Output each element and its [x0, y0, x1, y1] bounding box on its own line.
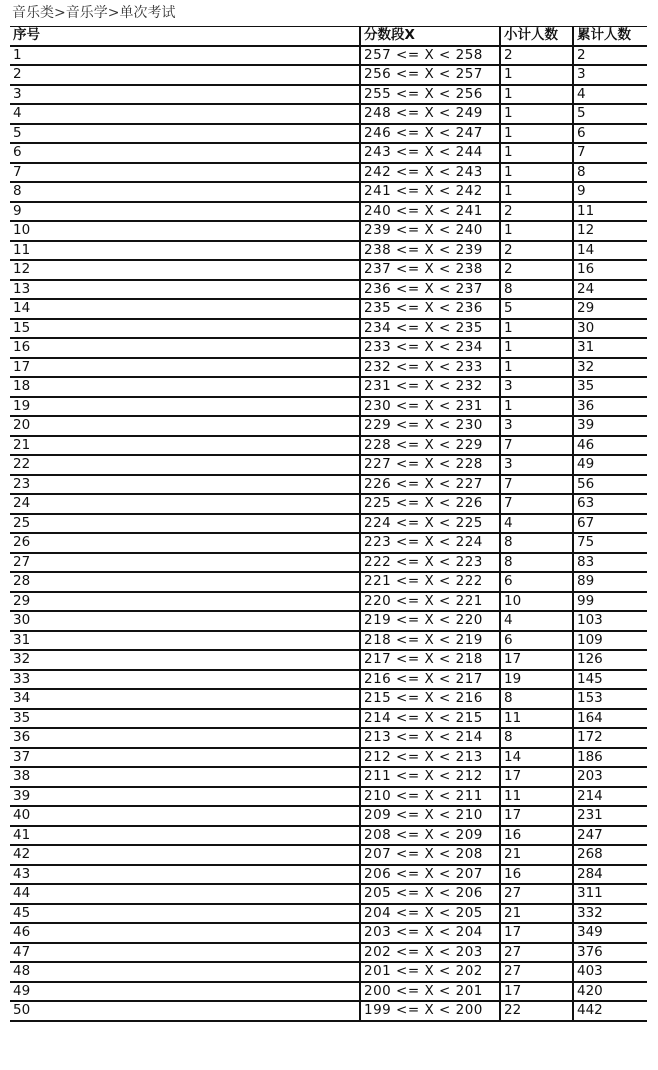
cell-score-range: 236 <= X < 237 [360, 280, 500, 300]
cell-cumulative: 8 [573, 163, 647, 183]
cell-seq: 24 [10, 494, 360, 514]
cell-seq: 14 [10, 299, 360, 319]
cell-seq: 13 [10, 280, 360, 300]
cell-score-range: 209 <= X < 210 [360, 806, 500, 826]
cell-cumulative: 284 [573, 865, 647, 885]
cell-subtotal: 16 [500, 826, 573, 846]
table-row [10, 904, 647, 924]
cell-seq: 20 [10, 416, 360, 436]
cell-subtotal: 14 [500, 748, 573, 768]
cell-seq: 30 [10, 611, 360, 631]
cell-seq: 43 [10, 865, 360, 885]
cell-cumulative: 5 [573, 104, 647, 124]
cell-subtotal: 1 [500, 358, 573, 378]
cell-score-range: 235 <= X < 236 [360, 299, 500, 319]
cell-seq: 37 [10, 748, 360, 768]
cell-score-range: 238 <= X < 239 [360, 241, 500, 261]
table-row [10, 670, 647, 690]
cell-score-range: 237 <= X < 238 [360, 260, 500, 280]
table-row [10, 416, 647, 436]
table-row [10, 748, 647, 768]
table-row [10, 397, 647, 417]
cell-subtotal: 8 [500, 533, 573, 553]
cell-seq: 2 [10, 65, 360, 85]
table-row [10, 1001, 647, 1021]
cell-score-range: 207 <= X < 208 [360, 845, 500, 865]
cell-seq: 9 [10, 202, 360, 222]
column-header-cumulative: 累计人数 [573, 27, 647, 46]
cell-cumulative: 109 [573, 631, 647, 651]
cell-subtotal: 8 [500, 553, 573, 573]
cell-cumulative: 153 [573, 689, 647, 709]
cell-seq: 36 [10, 728, 360, 748]
cell-cumulative: 29 [573, 299, 647, 319]
cell-subtotal: 1 [500, 124, 573, 144]
cell-cumulative: 2 [573, 46, 647, 66]
cell-seq: 8 [10, 182, 360, 202]
cell-seq: 4 [10, 104, 360, 124]
cell-cumulative: 172 [573, 728, 647, 748]
cell-seq: 5 [10, 124, 360, 144]
cell-subtotal: 4 [500, 611, 573, 631]
cell-score-range: 248 <= X < 249 [360, 104, 500, 124]
cell-subtotal: 7 [500, 475, 573, 495]
table-row [10, 280, 647, 300]
cell-subtotal: 1 [500, 221, 573, 241]
breadcrumb-caption: 音乐类>音乐学>单次考试 [12, 5, 176, 21]
cell-score-range: 206 <= X < 207 [360, 865, 500, 885]
cell-seq: 17 [10, 358, 360, 378]
cell-subtotal: 1 [500, 319, 573, 339]
table-row [10, 338, 647, 358]
cell-score-range: 255 <= X < 256 [360, 85, 500, 105]
cell-cumulative: 67 [573, 514, 647, 534]
score-distribution-table [10, 26, 647, 1022]
cell-seq: 25 [10, 514, 360, 534]
cell-seq: 1 [10, 46, 360, 66]
cell-subtotal: 11 [500, 709, 573, 729]
cell-subtotal: 8 [500, 280, 573, 300]
header-row [10, 27, 647, 46]
cell-cumulative: 89 [573, 572, 647, 592]
cell-score-range: 241 <= X < 242 [360, 182, 500, 202]
cell-seq: 49 [10, 982, 360, 1002]
cell-score-range: 227 <= X < 228 [360, 455, 500, 475]
cell-cumulative: 39 [573, 416, 647, 436]
cell-score-range: 228 <= X < 229 [360, 436, 500, 456]
cell-cumulative: 83 [573, 553, 647, 573]
table-row [10, 689, 647, 709]
cell-subtotal: 4 [500, 514, 573, 534]
column-header-range: 分数段X [360, 27, 500, 46]
cell-seq: 39 [10, 787, 360, 807]
cell-cumulative: 30 [573, 319, 647, 339]
cell-score-range: 213 <= X < 214 [360, 728, 500, 748]
cell-cumulative: 376 [573, 943, 647, 963]
table-row [10, 124, 647, 144]
cell-cumulative: 4 [573, 85, 647, 105]
cell-seq: 47 [10, 943, 360, 963]
cell-cumulative: 9 [573, 182, 647, 202]
cell-seq: 48 [10, 962, 360, 982]
cell-score-range: 212 <= X < 213 [360, 748, 500, 768]
cell-cumulative: 7 [573, 143, 647, 163]
cell-seq: 33 [10, 670, 360, 690]
cell-cumulative: 56 [573, 475, 647, 495]
cell-score-range: 229 <= X < 230 [360, 416, 500, 436]
cell-subtotal: 5 [500, 299, 573, 319]
cell-subtotal: 27 [500, 962, 573, 982]
table-row [10, 943, 647, 963]
cell-seq: 31 [10, 631, 360, 651]
table-row [10, 533, 647, 553]
cell-seq: 11 [10, 241, 360, 261]
cell-subtotal: 8 [500, 728, 573, 748]
cell-subtotal: 1 [500, 65, 573, 85]
cell-cumulative: 6 [573, 124, 647, 144]
table-row [10, 436, 647, 456]
table-row [10, 475, 647, 495]
cell-subtotal: 2 [500, 46, 573, 66]
table-row [10, 377, 647, 397]
cell-score-range: 210 <= X < 211 [360, 787, 500, 807]
cell-cumulative: 214 [573, 787, 647, 807]
cell-score-range: 221 <= X < 222 [360, 572, 500, 592]
cell-seq: 18 [10, 377, 360, 397]
table-row [10, 728, 647, 748]
cell-score-range: 204 <= X < 205 [360, 904, 500, 924]
cell-cumulative: 311 [573, 884, 647, 904]
table-row [10, 104, 647, 124]
cell-seq: 27 [10, 553, 360, 573]
cell-cumulative: 35 [573, 377, 647, 397]
table-row [10, 767, 647, 787]
cell-score-range: 205 <= X < 206 [360, 884, 500, 904]
cell-subtotal: 27 [500, 884, 573, 904]
cell-subtotal: 3 [500, 455, 573, 475]
cell-score-range: 223 <= X < 224 [360, 533, 500, 553]
table-row [10, 631, 647, 651]
table-row [10, 884, 647, 904]
cell-score-range: 257 <= X < 258 [360, 46, 500, 66]
cell-cumulative: 63 [573, 494, 647, 514]
cell-score-range: 240 <= X < 241 [360, 202, 500, 222]
cell-subtotal: 17 [500, 806, 573, 826]
cell-score-range: 214 <= X < 215 [360, 709, 500, 729]
table-row [10, 163, 647, 183]
cell-subtotal: 17 [500, 650, 573, 670]
cell-cumulative: 75 [573, 533, 647, 553]
cell-seq: 23 [10, 475, 360, 495]
cell-cumulative: 12 [573, 221, 647, 241]
cell-cumulative: 3 [573, 65, 647, 85]
cell-cumulative: 99 [573, 592, 647, 612]
cell-cumulative: 268 [573, 845, 647, 865]
table-row [10, 572, 647, 592]
cell-subtotal: 8 [500, 689, 573, 709]
table-row [10, 455, 647, 475]
cell-subtotal: 21 [500, 904, 573, 924]
cell-score-range: 202 <= X < 203 [360, 943, 500, 963]
table-row [10, 650, 647, 670]
cell-seq: 41 [10, 826, 360, 846]
cell-seq: 7 [10, 163, 360, 183]
cell-cumulative: 11 [573, 202, 647, 222]
cell-score-range: 208 <= X < 209 [360, 826, 500, 846]
table-row [10, 826, 647, 846]
cell-score-range: 246 <= X < 247 [360, 124, 500, 144]
cell-subtotal: 7 [500, 494, 573, 514]
cell-cumulative: 231 [573, 806, 647, 826]
cell-seq: 32 [10, 650, 360, 670]
cell-subtotal: 1 [500, 182, 573, 202]
table-row [10, 182, 647, 202]
cell-score-range: 200 <= X < 201 [360, 982, 500, 1002]
cell-subtotal: 1 [500, 85, 573, 105]
cell-cumulative: 442 [573, 1001, 647, 1021]
table-body [10, 46, 647, 1021]
cell-subtotal: 7 [500, 436, 573, 456]
cell-cumulative: 16 [573, 260, 647, 280]
cell-subtotal: 2 [500, 241, 573, 261]
table-row [10, 865, 647, 885]
cell-subtotal: 17 [500, 982, 573, 1002]
table-row [10, 494, 647, 514]
cell-seq: 15 [10, 319, 360, 339]
cell-subtotal: 3 [500, 416, 573, 436]
cell-cumulative: 203 [573, 767, 647, 787]
cell-score-range: 239 <= X < 240 [360, 221, 500, 241]
cell-seq: 19 [10, 397, 360, 417]
cell-subtotal: 6 [500, 572, 573, 592]
cell-cumulative: 403 [573, 962, 647, 982]
cell-subtotal: 21 [500, 845, 573, 865]
cell-score-range: 242 <= X < 243 [360, 163, 500, 183]
table-row [10, 845, 647, 865]
cell-subtotal: 22 [500, 1001, 573, 1021]
cell-seq: 42 [10, 845, 360, 865]
cell-seq: 44 [10, 884, 360, 904]
table-row [10, 299, 647, 319]
cell-cumulative: 24 [573, 280, 647, 300]
cell-subtotal: 19 [500, 670, 573, 690]
cell-subtotal: 17 [500, 767, 573, 787]
cell-subtotal: 1 [500, 163, 573, 183]
cell-subtotal: 1 [500, 104, 573, 124]
cell-cumulative: 46 [573, 436, 647, 456]
table-row [10, 319, 647, 339]
cell-score-range: 234 <= X < 235 [360, 319, 500, 339]
cell-seq: 12 [10, 260, 360, 280]
cell-subtotal: 1 [500, 143, 573, 163]
cell-subtotal: 2 [500, 260, 573, 280]
cell-score-range: 220 <= X < 221 [360, 592, 500, 612]
cell-score-range: 226 <= X < 227 [360, 475, 500, 495]
column-header-seq: 序号 [10, 27, 360, 46]
cell-score-range: 222 <= X < 223 [360, 553, 500, 573]
table-row [10, 982, 647, 1002]
cell-cumulative: 31 [573, 338, 647, 358]
table-row [10, 962, 647, 982]
cell-seq: 34 [10, 689, 360, 709]
cell-cumulative: 126 [573, 650, 647, 670]
table-row [10, 85, 647, 105]
cell-score-range: 224 <= X < 225 [360, 514, 500, 534]
cell-cumulative: 103 [573, 611, 647, 631]
cell-seq: 50 [10, 1001, 360, 1021]
table-row [10, 553, 647, 573]
cell-seq: 22 [10, 455, 360, 475]
table-row [10, 923, 647, 943]
cell-score-range: 225 <= X < 226 [360, 494, 500, 514]
cell-score-range: 199 <= X < 200 [360, 1001, 500, 1021]
table-row [10, 46, 647, 66]
cell-seq: 28 [10, 572, 360, 592]
cell-seq: 40 [10, 806, 360, 826]
cell-subtotal: 6 [500, 631, 573, 651]
cell-score-range: 231 <= X < 232 [360, 377, 500, 397]
cell-subtotal: 3 [500, 377, 573, 397]
cell-score-range: 256 <= X < 257 [360, 65, 500, 85]
cell-seq: 6 [10, 143, 360, 163]
cell-score-range: 203 <= X < 204 [360, 923, 500, 943]
cell-score-range: 232 <= X < 233 [360, 358, 500, 378]
table-row [10, 241, 647, 261]
cell-cumulative: 164 [573, 709, 647, 729]
table-row [10, 514, 647, 534]
cell-cumulative: 49 [573, 455, 647, 475]
cell-subtotal: 1 [500, 397, 573, 417]
cell-score-range: 219 <= X < 220 [360, 611, 500, 631]
cell-subtotal: 1 [500, 338, 573, 358]
table-row [10, 358, 647, 378]
table-row [10, 787, 647, 807]
cell-seq: 10 [10, 221, 360, 241]
table-row [10, 65, 647, 85]
table-row [10, 143, 647, 163]
cell-seq: 3 [10, 85, 360, 105]
cell-subtotal: 11 [500, 787, 573, 807]
cell-cumulative: 247 [573, 826, 647, 846]
cell-subtotal: 27 [500, 943, 573, 963]
table-row [10, 806, 647, 826]
table-row [10, 592, 647, 612]
cell-cumulative: 332 [573, 904, 647, 924]
cell-subtotal: 17 [500, 923, 573, 943]
table-row [10, 709, 647, 729]
table-row [10, 202, 647, 222]
cell-cumulative: 349 [573, 923, 647, 943]
cell-score-range: 218 <= X < 219 [360, 631, 500, 651]
cell-seq: 45 [10, 904, 360, 924]
cell-score-range: 243 <= X < 244 [360, 143, 500, 163]
cell-seq: 16 [10, 338, 360, 358]
cell-subtotal: 2 [500, 202, 573, 222]
table-row [10, 221, 647, 241]
cell-seq: 26 [10, 533, 360, 553]
cell-seq: 21 [10, 436, 360, 456]
cell-score-range: 216 <= X < 217 [360, 670, 500, 690]
cell-cumulative: 36 [573, 397, 647, 417]
cell-cumulative: 14 [573, 241, 647, 261]
cell-seq: 35 [10, 709, 360, 729]
table-row [10, 611, 647, 631]
cell-score-range: 233 <= X < 234 [360, 338, 500, 358]
table-row [10, 260, 647, 280]
cell-score-range: 217 <= X < 218 [360, 650, 500, 670]
cell-score-range: 215 <= X < 216 [360, 689, 500, 709]
cell-cumulative: 186 [573, 748, 647, 768]
cell-seq: 46 [10, 923, 360, 943]
cell-cumulative: 420 [573, 982, 647, 1002]
cell-score-range: 201 <= X < 202 [360, 962, 500, 982]
cell-subtotal: 10 [500, 592, 573, 612]
cell-seq: 38 [10, 767, 360, 787]
cell-subtotal: 16 [500, 865, 573, 885]
cell-cumulative: 32 [573, 358, 647, 378]
cell-score-range: 211 <= X < 212 [360, 767, 500, 787]
column-header-subtotal: 小计人数 [500, 27, 573, 46]
cell-cumulative: 145 [573, 670, 647, 690]
cell-seq: 29 [10, 592, 360, 612]
cell-score-range: 230 <= X < 231 [360, 397, 500, 417]
